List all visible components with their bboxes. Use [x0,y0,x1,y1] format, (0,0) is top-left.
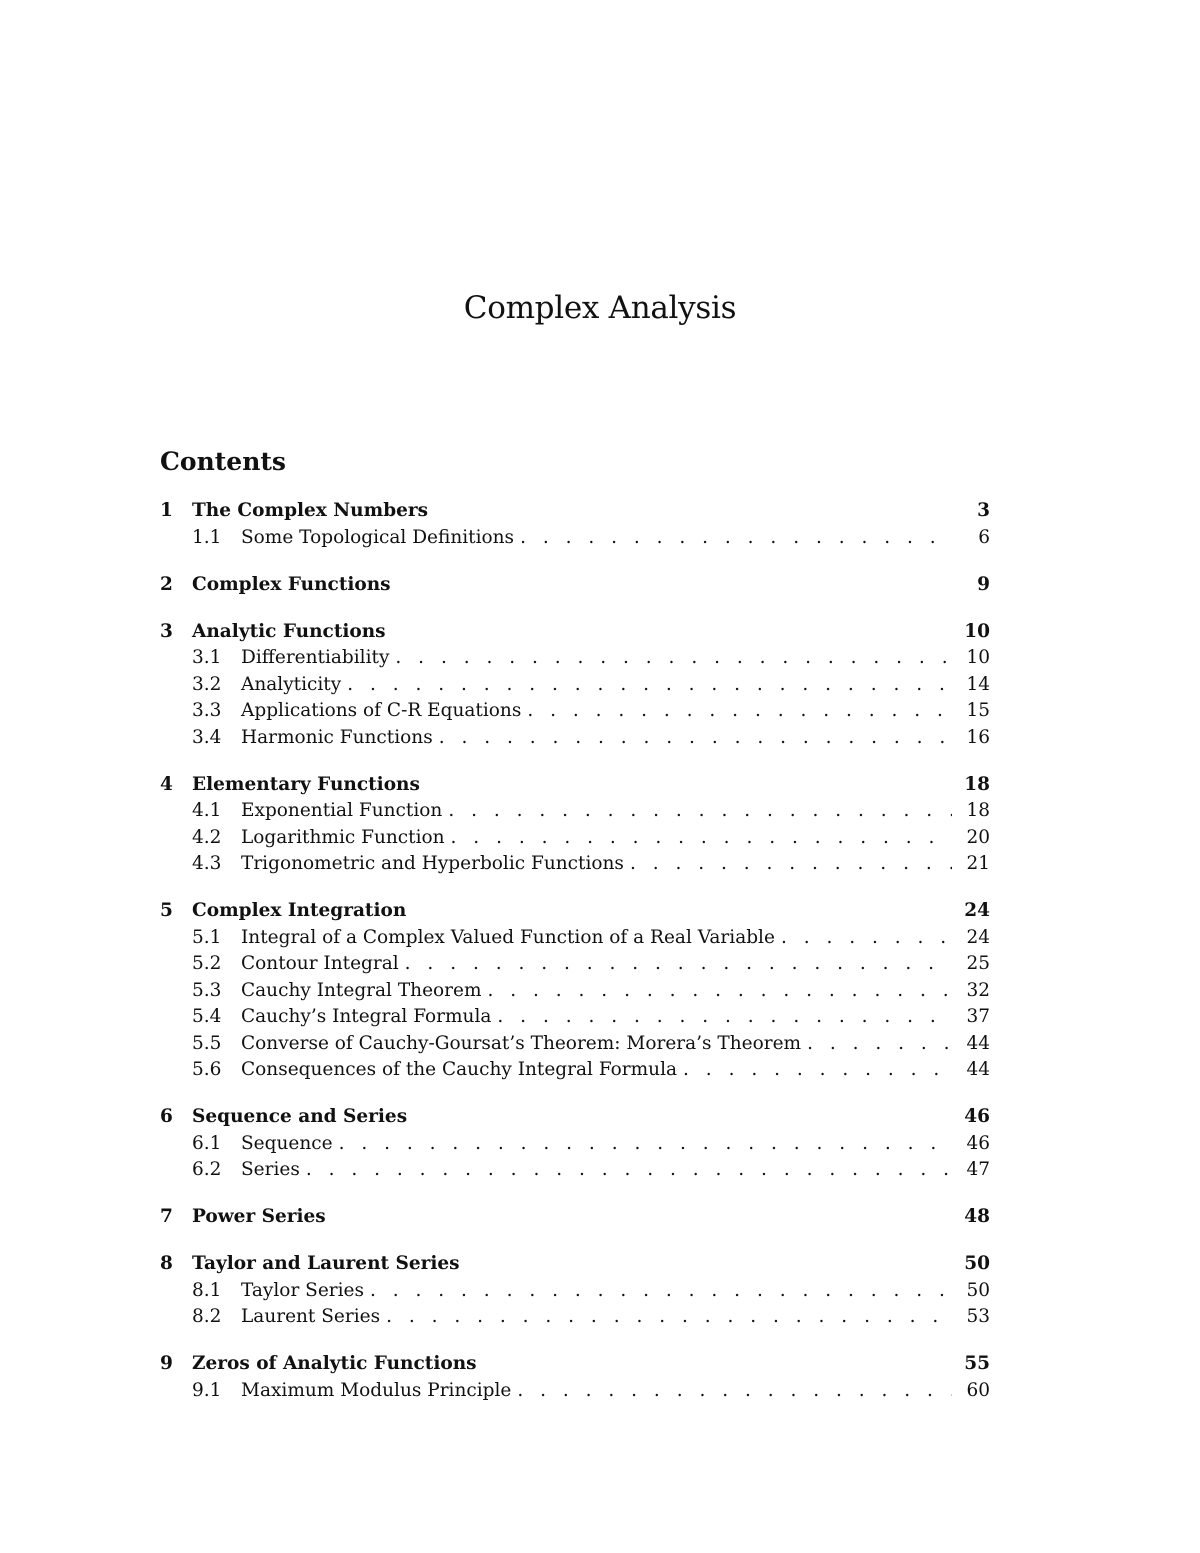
dot-leader [339,1131,952,1158]
toc-section-row[interactable] [160,1157,990,1184]
section-page-number: 47 [966,1159,990,1180]
chapter-page-number: 9 [977,573,990,595]
section-title: Differentiability [241,647,390,668]
section-number: 6.2 [192,1159,222,1180]
chapter-title: Taylor and Laurent Series [192,1253,460,1274]
section-page-number: 46 [966,1132,990,1154]
toc-chapter-5 [160,898,990,1084]
dot-leader [630,851,952,878]
toc-section-row[interactable] [160,525,990,552]
contents-heading: Contents [160,447,287,476]
section-title: Analyticity [241,673,342,695]
dot-leader [520,525,952,552]
dot-leader [807,1031,952,1058]
chapter-title: Elementary Functions [192,773,420,795]
chapter-title: The Complex Numbers [192,500,429,521]
toc-section-row[interactable] [160,1304,990,1331]
toc-chapter-6 [160,1104,990,1184]
section-title: Laurent Series [241,1306,381,1327]
toc-section-row[interactable] [160,1057,990,1084]
toc-section-row[interactable] [160,925,990,952]
toc-chapter-3 [160,619,990,752]
dot-leader [527,698,952,725]
toc-chapter-row[interactable] [160,498,990,525]
dot-leader [386,1304,952,1331]
dot-leader [370,1278,952,1305]
section-title: Applications of C-R Equations [241,700,522,721]
dot-leader [488,978,953,1005]
toc-chapter-9 [160,1351,990,1404]
section-title: Contour Integral [241,953,399,974]
toc-section-row[interactable] [160,1131,990,1158]
section-title: Series [241,1159,300,1180]
toc-chapter-1 [160,498,990,551]
dot-leader [781,925,952,952]
dot-leader [439,725,952,752]
section-page-number: 25 [966,953,990,974]
chapter-number: 3 [160,620,173,642]
section-page-number: 32 [966,979,990,1001]
toc-chapter-row[interactable] [160,1104,990,1131]
chapter-title: Sequence and Series [192,1106,408,1127]
toc-section-row[interactable] [160,672,990,699]
section-number: 5.2 [192,953,222,974]
section-title: Cauchy Integral Theorem [241,979,482,1001]
section-number: 8.2 [192,1306,222,1327]
toc-section-row[interactable] [160,851,990,878]
chapter-number: 5 [160,900,173,921]
section-number: 4.2 [192,826,222,848]
section-page-number: 53 [966,1306,990,1327]
section-title: Cauchy’s Integral Formula [241,1006,492,1027]
chapter-title: Power Series [192,1206,326,1227]
chapter-page-number: 48 [964,1206,990,1227]
section-page-number: 60 [966,1379,990,1401]
section-number: 1.1 [192,526,222,548]
section-number: 5.5 [192,1032,222,1054]
dot-leader [497,1004,952,1031]
chapter-page-number: 3 [977,500,990,521]
section-number: 3.3 [192,700,222,721]
section-title: Maximum Modulus Principle [241,1379,512,1401]
section-page-number: 6 [978,526,990,548]
dot-leader [405,951,952,978]
section-number: 8.1 [192,1279,222,1301]
section-page-number: 21 [966,853,990,874]
section-page-number: 10 [966,647,990,668]
section-page-number: 14 [966,673,990,695]
dot-leader [306,1157,952,1184]
section-number: 4.1 [192,800,222,821]
chapter-number: 7 [160,1206,173,1227]
dot-leader [347,672,952,699]
section-title: Taylor Series [241,1279,364,1301]
toc-section-row[interactable] [160,951,990,978]
chapter-title: Complex Integration [192,900,407,921]
dot-leader [448,798,952,825]
section-page-number: 44 [966,1059,990,1080]
toc-section-row[interactable] [160,798,990,825]
dot-leader [395,645,952,672]
section-title: Integral of a Complex Valued Function of a Real Variable [241,926,775,948]
toc-section-row[interactable] [160,725,990,752]
chapter-page-number: 46 [964,1106,990,1127]
section-number: 4.3 [192,853,222,874]
section-title: Harmonic Functions [241,726,433,748]
chapter-number: 9 [160,1353,173,1374]
toc-section-row[interactable] [160,1004,990,1031]
section-page-number: 15 [966,700,990,721]
toc-section-row[interactable] [160,978,990,1005]
toc-chapter-2 [160,572,990,599]
section-page-number: 44 [966,1032,990,1054]
toc-chapter-8 [160,1251,990,1331]
toc-section-row[interactable] [160,645,990,672]
section-number: 5.3 [192,979,222,1001]
section-page-number: 37 [966,1006,990,1027]
toc-section-row[interactable] [160,825,990,852]
toc-section-row[interactable] [160,1378,990,1405]
section-number: 6.1 [192,1132,222,1154]
document-title: Complex Analysis [463,290,737,326]
toc-chapter-row[interactable] [160,572,990,599]
toc-chapter-row[interactable] [160,619,990,646]
section-number: 3.2 [192,673,222,695]
chapter-page-number: 18 [964,773,990,795]
dot-leader [451,825,952,852]
toc-section-row[interactable] [160,1278,990,1305]
section-title: Trigonometric and Hyperbolic Functions [241,853,624,874]
chapter-page-number: 55 [964,1353,990,1374]
chapter-title: Analytic Functions [192,620,386,642]
toc-section-row[interactable] [160,698,990,725]
section-number: 9.1 [192,1379,222,1401]
section-number: 5.4 [192,1006,222,1027]
toc-chapter-row[interactable] [160,1351,990,1378]
section-title: Consequences of the Cauchy Integral Formula [241,1059,678,1080]
section-number: 3.1 [192,647,222,668]
toc-chapter-row[interactable] [160,1251,990,1278]
chapter-page-number: 24 [964,900,990,921]
toc-chapter-row[interactable] [160,772,990,799]
section-page-number: 24 [966,926,990,948]
chapter-number: 2 [160,573,173,595]
section-number: 5.6 [192,1059,222,1080]
section-page-number: 50 [966,1279,990,1301]
chapter-page-number: 50 [964,1253,990,1274]
section-number: 5.1 [192,926,222,948]
toc-chapter-4 [160,772,990,878]
section-number: 3.4 [192,726,222,748]
section-page-number: 18 [966,800,990,821]
dot-leader [517,1378,952,1405]
chapter-page-number: 10 [964,620,990,642]
table-of-contents [160,498,990,1425]
section-page-number: 16 [966,726,990,748]
chapter-number: 1 [160,500,173,521]
section-title: Exponential Function [241,800,443,821]
toc-chapter-row[interactable] [160,898,990,925]
toc-chapter-row[interactable] [160,1204,990,1231]
toc-section-row[interactable] [160,1031,990,1058]
section-page-number: 20 [966,826,990,848]
section-title: Sequence [241,1132,333,1154]
dot-leader [683,1057,952,1084]
chapter-title: Complex Functions [192,573,391,595]
section-title: Converse of Cauchy-Goursat’s Theorem: Morera’s Theorem [241,1032,802,1054]
chapter-number: 8 [160,1253,173,1274]
chapter-number: 6 [160,1106,173,1127]
toc-chapter-7 [160,1204,990,1231]
section-title: Logarithmic Function [241,826,445,848]
chapter-number: 4 [160,773,173,795]
chapter-title: Zeros of Analytic Functions [192,1353,477,1374]
section-title: Some Topological Definitions [241,526,515,548]
